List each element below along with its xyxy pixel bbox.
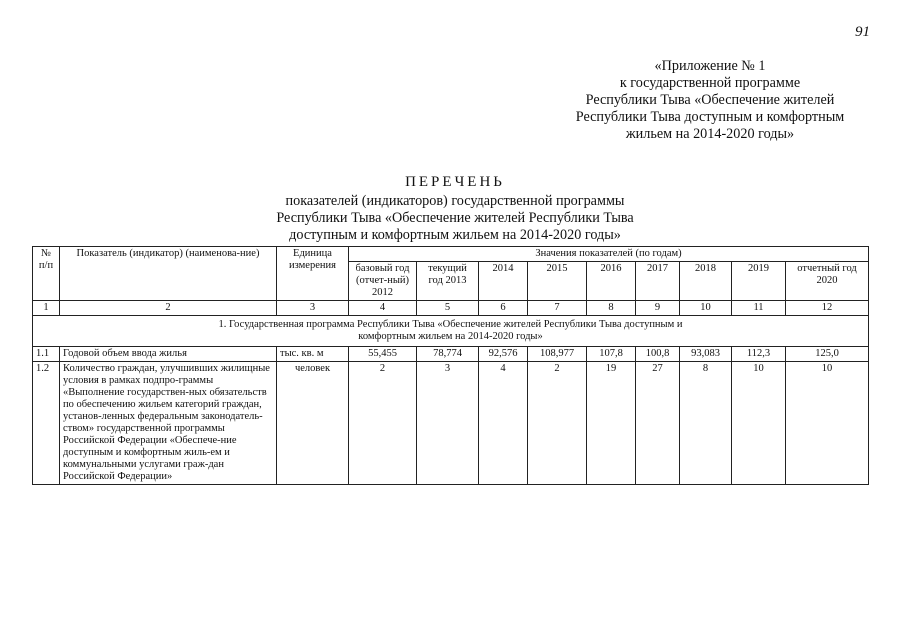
- row-value: 10: [786, 362, 869, 485]
- title-heading: ПЕРЕЧЕНЬ: [405, 174, 505, 190]
- row-value: 10: [732, 362, 786, 485]
- section-row: [33, 316, 869, 347]
- table-row: [33, 347, 869, 362]
- row-value: 93,083: [680, 347, 732, 362]
- header-year: 2018: [680, 262, 732, 301]
- header-year: 2017: [636, 262, 680, 301]
- row-unit: человек: [277, 362, 349, 485]
- column-number: 11: [732, 301, 786, 316]
- row-value: 8: [680, 362, 732, 485]
- row-value: 3: [417, 362, 479, 485]
- header-year: 2016: [587, 262, 636, 301]
- header-year: отчетный год 2020: [786, 262, 869, 301]
- header-year: базовый год (отчет-ный) 2012: [349, 262, 417, 301]
- header-indicator: Показатель (индикатор) (наименова-ние): [60, 247, 277, 301]
- column-number: 2: [60, 301, 277, 316]
- row-num: 1.2: [33, 362, 60, 485]
- column-number: 8: [587, 301, 636, 316]
- appendix-line: Республики Тыва «Обеспечение жителей: [585, 92, 835, 108]
- header-year: 2019: [732, 262, 786, 301]
- indicators-table: [32, 246, 869, 485]
- appendix-line: жильем на 2014-2020 годы»: [625, 126, 795, 142]
- row-indicator: Годовой объем ввода жилья: [60, 347, 277, 362]
- header-num: № п/п: [33, 247, 60, 301]
- column-number: 6: [479, 301, 528, 316]
- column-number: 1: [33, 301, 60, 316]
- title-line: показателей (индикаторов) государственной программы: [285, 193, 625, 209]
- row-value: 2: [528, 362, 587, 485]
- column-number: 3: [277, 301, 349, 316]
- appendix-line: к государственной программе: [619, 75, 801, 91]
- column-number: 5: [417, 301, 479, 316]
- header-year: 2015: [528, 262, 587, 301]
- row-value: 107,8: [587, 347, 636, 362]
- document-title: [200, 174, 710, 244]
- row-value: 4: [479, 362, 528, 485]
- section-title: 1. Государственная программа Республики Тыва «Обеспечение жителей Республики Тыва доступным и комфортным жильем на 2014-2020 годы»: [33, 316, 869, 347]
- row-value: 108,977: [528, 347, 587, 362]
- header-year: текущий год 2013: [417, 262, 479, 301]
- column-numbers-row: [33, 301, 869, 316]
- row-value: 78,774: [417, 347, 479, 362]
- column-number: 7: [528, 301, 587, 316]
- row-indicator: Количество граждан, улучшивших жилищные условия в рамках подпро-граммы «Выполнение государствен-ных обязательств по обеспечению жильем категорий граждан, установ-ленных федеральным законодатель-ством» государственной программы Российской Федерации «Обеспече-ние доступным и комфортным жиль-ем и коммунальными услугами граж-дан Российской Федерации»: [60, 362, 277, 485]
- column-number: 12: [786, 301, 869, 316]
- page-number: 91: [855, 24, 870, 40]
- row-value: 55,455: [349, 347, 417, 362]
- column-number: 9: [636, 301, 680, 316]
- row-value: 2: [349, 362, 417, 485]
- row-value: 112,3: [732, 347, 786, 362]
- title-line: Республики Тыва «Обеспечение жителей Республики Тыва: [276, 210, 634, 226]
- row-num: 1.1: [33, 347, 60, 362]
- title-line: доступным и комфортным жильем на 2014-2020 годы»: [289, 227, 621, 243]
- header-year: 2014: [479, 262, 528, 301]
- appendix-line: «Приложение № 1: [654, 58, 766, 74]
- appendix-block: [540, 58, 880, 143]
- row-unit: тыс. кв. м: [277, 347, 349, 362]
- column-number: 4: [349, 301, 417, 316]
- column-number: 10: [680, 301, 732, 316]
- header-unit: Единица измерения: [277, 247, 349, 301]
- row-value: 19: [587, 362, 636, 485]
- row-value: 27: [636, 362, 680, 485]
- appendix-line: Республики Тыва доступным и комфортным: [575, 109, 845, 125]
- header-values-group: Значения показателей (по годам): [349, 247, 869, 262]
- row-value: 92,576: [479, 347, 528, 362]
- row-value: 125,0: [786, 347, 869, 362]
- table-header-row: [33, 247, 869, 262]
- table-row: [33, 362, 869, 485]
- row-value: 100,8: [636, 347, 680, 362]
